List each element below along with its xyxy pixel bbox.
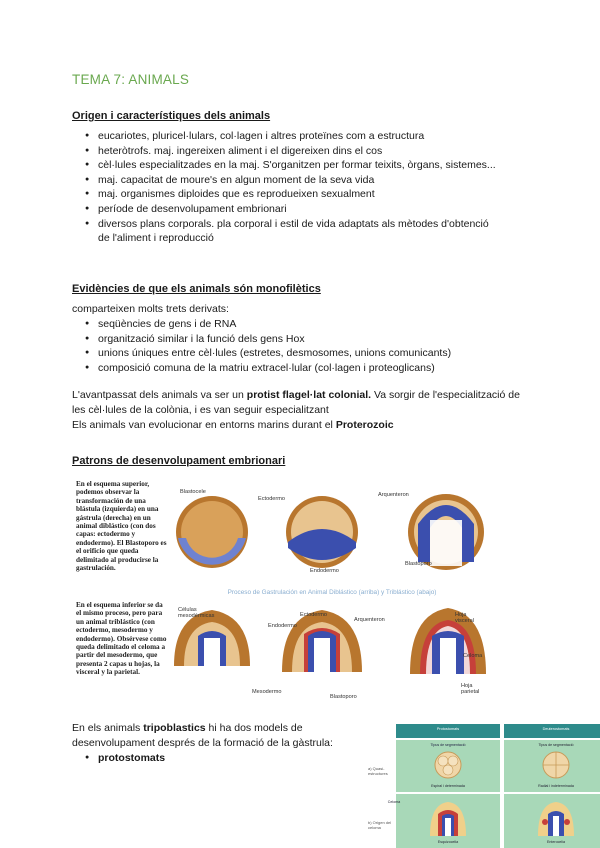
text-run: Va sorgir de l'especialització de les cèl·lules de la colònia, i es van seguir especialitzant	[72, 389, 520, 417]
header-label: Protostomats	[436, 727, 460, 731]
cell-proto-segmentation	[396, 740, 500, 792]
list-item: ● protostomats	[72, 751, 272, 766]
evidencies-intro: comparteixen molts trets derivats:	[72, 303, 229, 315]
enterocoely-icon	[534, 800, 578, 838]
gastrula-diagram	[408, 494, 484, 570]
cell-foot: Espiral i determinada	[431, 784, 465, 788]
header-deuterostomats	[504, 724, 600, 738]
cell-proto-coelom	[387, 794, 500, 848]
spiral-cleavage-icon	[432, 750, 464, 780]
blastula-diagram	[176, 496, 248, 568]
list-item: ● organització similar i la funció dels gens Hox	[72, 332, 502, 347]
row-label-2: b) Origen del celoma	[368, 820, 392, 830]
header-protostomats	[396, 724, 500, 738]
label-arquenteron: Arquenteron	[378, 492, 409, 498]
list-item: ● unions úniques entre cèl·lules (estretes, desmosomes, unions comunicants)	[72, 346, 502, 361]
origen-list	[72, 129, 502, 246]
list-item: ● diversos plans corporals. pla corporal i estil de vida adaptats als mètodes d'obtenció de l'aliment i reproducció	[72, 217, 502, 246]
figure-note-top: En el esquema superior, podemos observar la transformación de una blástula (izquierda) en una gástrula (derecha) en un animal diblástico (con dos capas: ectodermo y endodermo). El Blastoporo es el orificio que queda delimitado al producirse la gastrulación.	[76, 480, 167, 573]
label-mesodermo: Mesodermo	[252, 689, 282, 695]
text-run: L'avantpassat dels animals va ser un	[72, 389, 247, 401]
label-celulas-mesodermicas: Células mesodérmicas	[178, 607, 215, 619]
label-endodermo-bottom: Endodermo	[268, 623, 297, 629]
row-label-1: a) Quasi-estructures	[368, 766, 388, 776]
label-blastoporo: Blastoporo	[405, 561, 432, 567]
cell-foot: Radial i indeterminada	[538, 784, 574, 788]
label-arquenteron-bottom: Arquenteron	[354, 617, 385, 623]
text-bold: tripoblastics	[143, 722, 206, 734]
cell-deutero-segmentation	[504, 740, 600, 792]
list-item: ● període de desenvolupament embrionari	[72, 202, 502, 217]
tripoblastics-paragraph	[72, 721, 362, 751]
label-ectodermo-bottom: Ectodermo	[300, 612, 328, 618]
figure-note-bottom: En el esquema inferior se da el mismo proceso, pero para un animal triblástico (con ectodermo, mesodermo y endodermo). Obsérvese como queda delimitado el celoma a partir del mesodermo, que presenta 2 capas u hojas, la visceral y la parietal.	[76, 601, 167, 677]
evidencies-list	[72, 317, 502, 375]
text-bold: protist flagel·lat colonial.	[246, 389, 372, 401]
list-item: ● maj. organismes diploides que es reprodueixen sexualment	[72, 187, 502, 202]
models-list	[72, 751, 272, 766]
list-item: ● eucariotes, pluricel·lulars, col·lagen i altres proteïnes com a estructura	[72, 129, 502, 144]
list-item: ● seqüències de gens i de RNA	[72, 317, 502, 332]
list-item: ● composició comuna de la matriu extracel·lular (col·lagen i proteoglicans)	[72, 361, 502, 376]
text-bold: Proterozoic	[335, 419, 394, 432]
cell-label: Tipus de segmentació	[430, 743, 466, 747]
header-label: Deuterostomats	[542, 727, 570, 731]
label-celoma: Celoma	[463, 653, 483, 659]
cell-deutero-coelom	[504, 794, 600, 848]
comparison-table	[368, 724, 600, 848]
schizocoely-icon	[426, 800, 470, 838]
radial-cleavage-icon	[540, 750, 572, 780]
label-hoja-visceral: Hoja visceral	[455, 612, 474, 624]
label-blastoporo-bottom: Blastoporo	[330, 694, 357, 700]
label-ectodermo: Ectodermo	[258, 496, 286, 502]
text-run: hi ha dos models de desenvolupament després de la formació de la gàstrula:	[72, 722, 333, 750]
page-title: TEMA 7: ANIMALS	[72, 72, 190, 87]
avantpassat-paragraph	[72, 388, 520, 434]
section-heading-origen: Origen i característiques dels animals	[72, 110, 271, 122]
section-heading-evidencies: Evidències de que els animals són monofilètics	[72, 283, 321, 295]
cell-foot: Esquizocelia	[437, 840, 459, 844]
cell-label: Tipus de segmentació	[538, 743, 574, 747]
label-hoja-parietal: Hoja parietal	[461, 683, 480, 695]
text-run: Els animals van evolucionar en entorns marins durant el	[72, 419, 336, 432]
label-blastocele: Blastocele	[180, 489, 206, 495]
list-item: ● maj. capacitat de moure's en algun moment de la seva vida	[72, 173, 502, 188]
figure-caption: Proceso de Gastrulación en Animal Diblástico (arriba) y Triblástico (abajo)	[227, 589, 437, 596]
label-endodermo: Endodermo	[310, 568, 339, 574]
text-run: En els animals	[72, 722, 144, 734]
triblastic-stage-2	[282, 610, 362, 672]
cell-foot: Enterocelia	[547, 840, 565, 844]
cell-small-label: Celoma	[387, 800, 401, 804]
list-item: ● cèl·lules especialitzades en la maj. S'organitzen per formar teixits, òrgans, sistemes...	[72, 158, 502, 173]
list-item: ● heteròtrofs. maj. ingereixen aliment i el digereixen dins el cos	[72, 144, 502, 159]
section-heading-patrons: Patrons de desenvolupament embrionari	[72, 455, 286, 467]
early-gastrula-diagram	[286, 496, 358, 568]
